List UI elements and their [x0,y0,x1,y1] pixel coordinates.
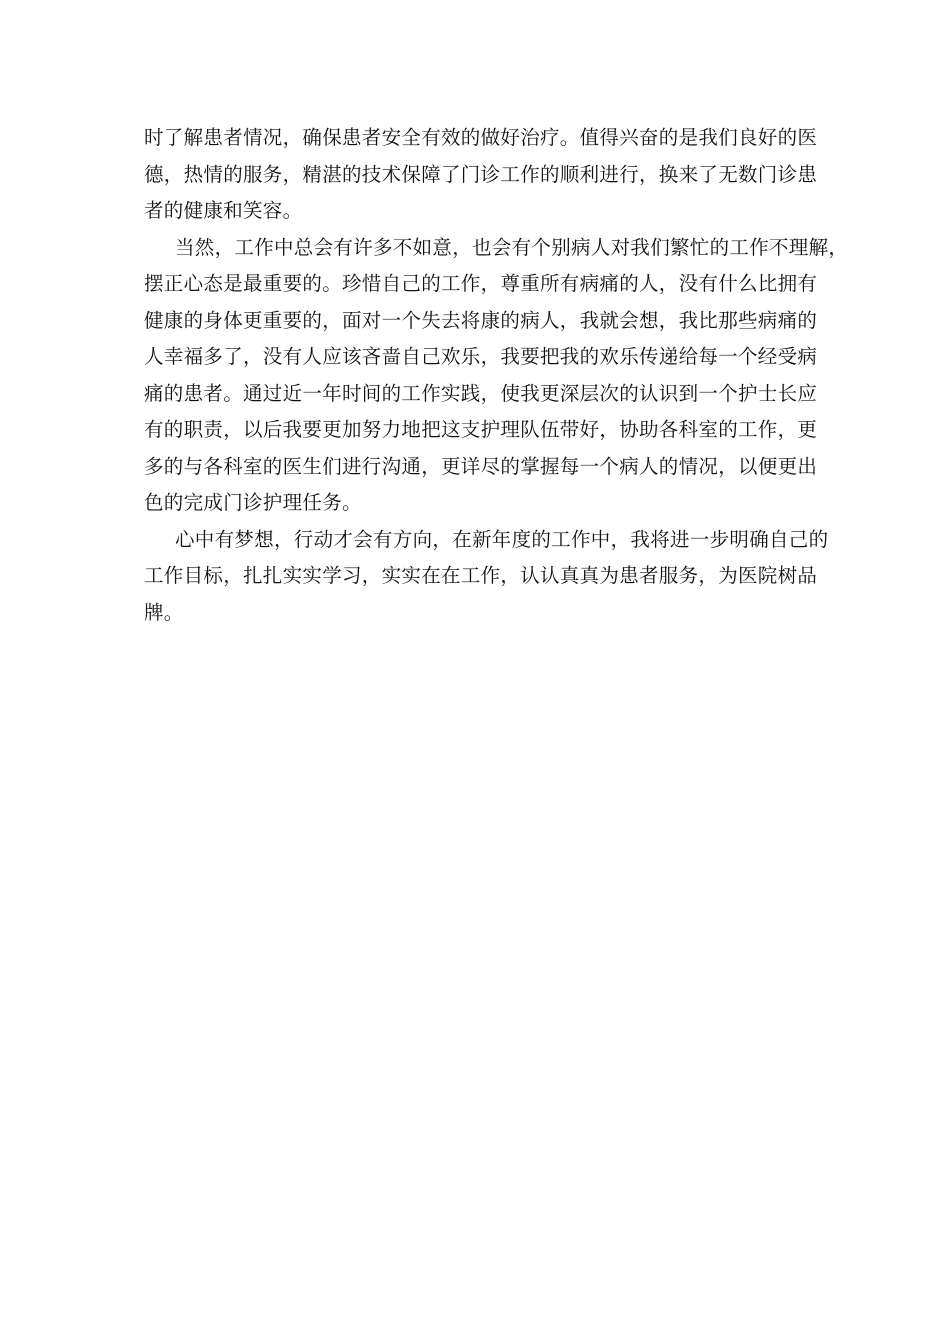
text-line: 健康的身体更重要的，面对一个失去将康的病人，我就会想，我比那些病痛的 [144,308,818,332]
paragraph-start-line: 心中有梦想，行动才会有方向，在新年度的工作中，我将进一步明确自己的 [175,527,829,551]
paragraph-start-line: 当然，工作中总会有许多不如意，也会有个别病人对我们繁忙的工作不理解， [175,235,849,259]
text-line: 摆正心态是最重要的。珍惜自己的工作，尊重所有病痛的人，没有什么比拥有 [144,272,818,295]
text-line: 色的完成门诊护理任务。 [144,491,362,514]
text-line: 人幸福多了，没有人应该吝啬自己欢乐，我要把我的欢乐传递给每一个经受病 [144,345,818,368]
text-line: 时了解患者情况，确保患者安全有效的做好治疗。值得兴奋的是我们良好的医 [144,126,818,149]
text-line: 牌。 [144,600,184,624]
text-line: 多的与各科室的医生们进行沟通，更详尽的掌握每一个病人的情况，以便更出 [144,454,818,478]
text-line: 者的健康和笑容。 [144,199,303,222]
text-line: 痛的患者。通过近一年时间的工作实践，使我更深层次的认识到一个护士长应 [144,381,818,405]
body-text [144,120,849,631]
text-line: 工作目标，扎扎实实学习，实实在在工作，认认真真为患者服务，为医院树品 [144,564,818,587]
text-line: 有的职责，以后我要更加努力地把这支护理队伍带好，协助各科室的工作，更 [144,418,818,441]
text-line: 德，热情的服务，精湛的技术保障了门诊工作的顺利进行，换来了无数门诊患 [144,162,818,186]
